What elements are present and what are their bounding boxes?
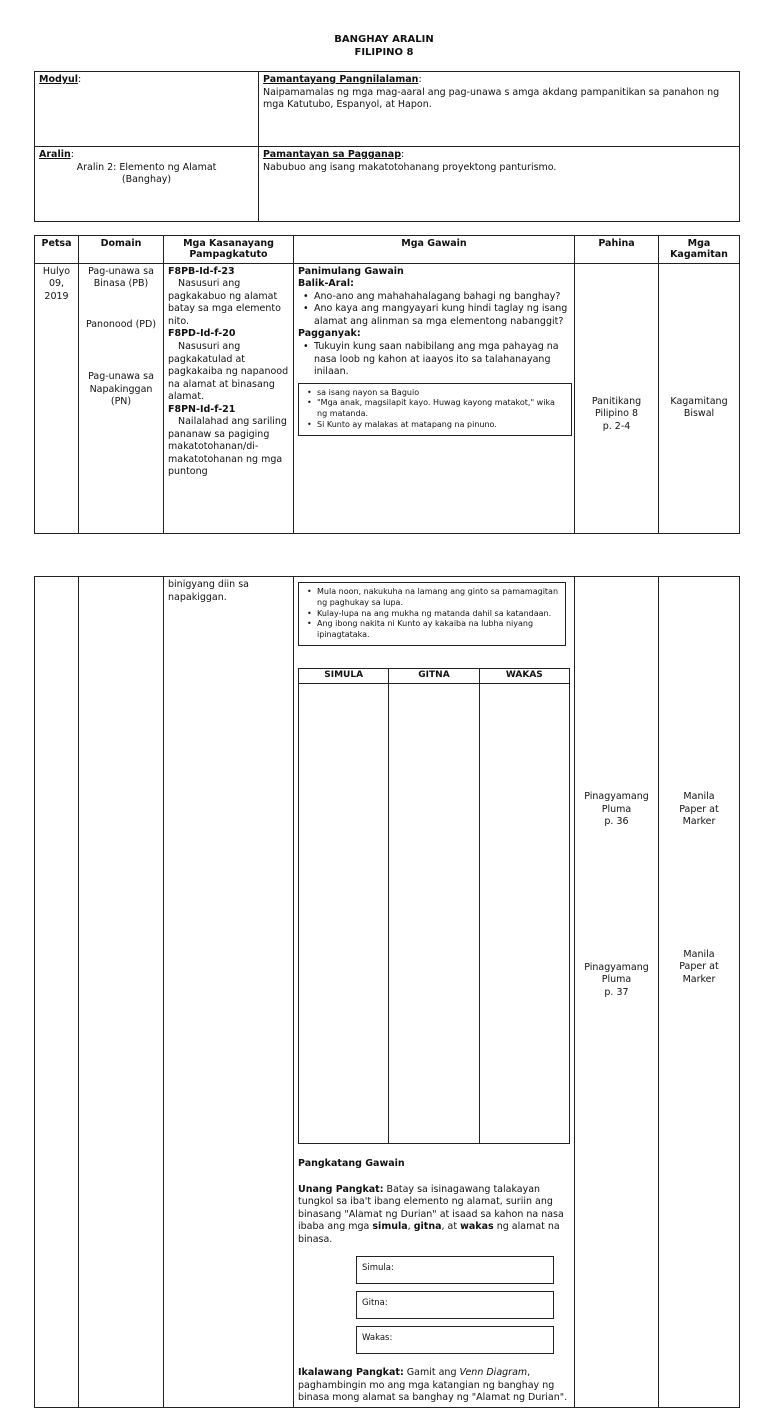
modyul-cell [35, 72, 259, 147]
ikalawang-pangkat-paragraph [298, 1367, 570, 1405]
col-header-kasanayan: Mga Kasanayang Pampagkatuto [164, 236, 294, 264]
kasanayan-cell-continued [164, 577, 294, 1408]
kagamitan-line: Paper at [679, 961, 719, 973]
lesson-row-1 [35, 263, 740, 533]
colon: : [418, 74, 422, 85]
balik-aral-heading: Balik-Aral: [298, 278, 354, 290]
pamantayan-pagganap-cell [259, 147, 740, 222]
ikalawang-pangkat-venn: Venn Diagram [459, 1367, 528, 1379]
fill-box-gitna[interactable] [356, 1291, 554, 1319]
aralin-value-1: Aralin 2: Elemento ng Alamat [76, 161, 217, 173]
pagganyak-heading: Pagganyak: [298, 328, 361, 340]
kagamitan-line: Manila [683, 791, 715, 802]
unang-pangkat-text-1: Batay sa isinagawang talakayan tungkol sa iba't ibang elemento ng alamat, suriin ang binasang "Alamat ng Durian" at isaad sa kahon na nasa ibaba ang mga [298, 1183, 564, 1233]
aralin-cell [35, 147, 259, 222]
modyul-label: Modyul [39, 74, 78, 85]
pahina-line: Pluma [601, 803, 632, 815]
pahina-line: Pluma [601, 974, 632, 986]
kagamitan-line: Manila [683, 948, 715, 960]
gawain-cell-continued [294, 577, 575, 1408]
inner-header-wakas: WAKAS [479, 668, 569, 683]
kagamitan-line: Kagamitang [670, 395, 728, 407]
gawain-cell [294, 263, 575, 533]
inner-cell-simula[interactable] [299, 683, 389, 1143]
comma: , [407, 1221, 411, 1233]
balik-aral-list [298, 291, 570, 329]
domain-pd: Panonood (PD) [85, 318, 157, 330]
col-header-pahina: Pahina [575, 236, 659, 264]
ikalawang-pangkat-label: Ikalawang Pangkat: [298, 1367, 404, 1379]
kagamitan-cell-continued [659, 577, 740, 1408]
pahina-cell-continued [575, 577, 659, 1408]
unang-pangkat-text-2: ng alamat na binasa. [298, 1221, 560, 1245]
list-item: • Ang ibong nakita ni Kunto ay kakaiba na lubha niyang ipinagtataka. [317, 619, 559, 641]
pahina-cell [575, 263, 659, 533]
kasanayan-code-1: F8PB-Id-f-23 [168, 265, 235, 277]
list-item: • Ano kaya ang mangyayari kung hindi taglay ng isang alamat ang alinman sa mga elementong nabanggit? [314, 303, 570, 328]
lesson-table-continued [34, 576, 740, 1408]
list-item: • Kulay-lupa na ang mukha ng matanda dahil sa katandaan. [317, 609, 559, 620]
date-value: Hulyo 09, 2019 [42, 265, 71, 302]
pamantayan-pagganap-label: Pamantayan sa Pagganap [263, 149, 402, 160]
kasanayan-cell [164, 263, 294, 533]
unang-pangkat-label: Unang Pangkat: [298, 1183, 384, 1195]
ikalawang-pangkat-text-1: Gamit ang [406, 1367, 457, 1379]
kagamitan-cell [659, 263, 740, 533]
inner-header-simula: SIMULA [299, 668, 389, 683]
kasanayan-code-3: F8PN-Id-f-21 [168, 403, 236, 415]
inner-cell-gitna[interactable] [389, 683, 479, 1143]
inner-cell-wakas[interactable] [479, 683, 569, 1143]
document-subtitle: FILIPINO 8 [354, 47, 414, 58]
col-header-kagamitan: Mga Kagamitan [659, 236, 740, 264]
pahina-line: p. 37 [604, 986, 629, 998]
kasanayan-continued-text: binigyang diin sa napakiggan. [168, 579, 249, 603]
kagamitan-line: Marker [682, 816, 716, 828]
kagamitan-line: Biswal [683, 408, 715, 420]
col-header-petsa: Petsa [35, 236, 79, 264]
pamantayan-pagganap-text: Nabubuo ang isang makatotohanang proyektong panturismo. [263, 161, 557, 173]
pahina-line: Pilipino 8 [594, 408, 638, 420]
statements-box-1 [298, 383, 572, 436]
domain-cell-empty [79, 577, 164, 1408]
domain-pb: Pag-unawa sa Binasa (PB) [88, 265, 154, 290]
kasanayan-text-2: Nasusuri ang pagkakatulad at pagkakaiba ng napanood na alamat at binasang alamat. [168, 340, 289, 403]
lesson-row-continued [35, 577, 740, 1408]
pahina-line: Pinagyamang [584, 961, 649, 973]
document-title: BANGHAY ARALIN [334, 34, 434, 45]
date-cell-empty [35, 577, 79, 1408]
kasanayan-text-1: Nasusuri ang pagkakabuo ng alamat batay sa mga elemento nito. [168, 278, 281, 327]
lesson-table [34, 235, 740, 534]
aralin-value-2: (Banghay) [121, 174, 172, 186]
fill-box-simula[interactable] [356, 1256, 554, 1284]
kagamitan-line: Marker [682, 973, 716, 985]
pahina-line: p. 2-4 [602, 420, 631, 432]
colon: : [70, 149, 74, 160]
kasanayan-code-2: F8PD-Id-f-20 [168, 328, 236, 340]
info-row-aralin [35, 147, 740, 222]
panimulang-gawain-heading: Panimulang Gawain [298, 265, 404, 277]
col-header-domain: Domain [79, 236, 164, 264]
list-item: • sa isang nayon sa Baguio [317, 388, 565, 399]
list-item: • Tukuyin kung saan nabibilang ang mga pahayag na nasa loob ng kahon at iaayos ito sa talahanayang inilaan. [314, 341, 570, 379]
list-item: • Si Kunto ay malakas at matapang na pinuno. [317, 420, 565, 431]
ikalawang-pangkat-text-2: , paghambingin mo ang mga katangian ng banghay ng binasa mong alamat sa banghay ng "Alamat ng Durian". [298, 1367, 568, 1404]
fill-box-wakas[interactable] [356, 1326, 554, 1354]
kagamitan-line: Paper at [679, 803, 719, 815]
date-cell [35, 263, 79, 533]
kasanayan-text-3: Nailalahad ang sariling pananaw sa pagiging makatotohanan/di-makatotohanan ng mga puntong [168, 416, 287, 478]
simula-gitna-wakas-table [298, 668, 570, 1144]
unang-pangkat-simula: simula [372, 1221, 408, 1233]
statements-box-2 [298, 582, 566, 646]
fill-box-label: Simula: [362, 1263, 394, 1274]
domain-pn: Pag-unawa sa Napakinggan (PN) [88, 371, 154, 408]
pagganyak-list [298, 341, 570, 379]
fill-box-label: Wakas: [362, 1333, 393, 1344]
col-header-gawain: Mga Gawain [294, 236, 575, 264]
aralin-label: Aralin [39, 149, 71, 160]
pangkatang-gawain-heading: Pangkatang Gawain [298, 1157, 405, 1169]
colon: : [401, 149, 405, 160]
list-item: • Mula noon, nakukuha na lamang ang ginto sa pamamagitan ng paghukay sa lupa. [317, 587, 559, 609]
pahina-line: Pinagyamang [584, 791, 649, 802]
inner-header-gitna: GITNA [389, 668, 479, 683]
list-item: • Ano-ano ang mahahahalagang bahagi ng banghay? [314, 291, 570, 304]
info-table [34, 71, 740, 222]
unang-pangkat-gitna: gitna [413, 1221, 442, 1233]
colon: : [78, 74, 82, 85]
pahina-line: p. 36 [604, 816, 629, 828]
unang-pangkat-wakas: wakas [460, 1221, 494, 1233]
pamantayang-pangnilalaman-label: Pamantayang Pangnilalaman [263, 74, 419, 85]
pamantayang-pangnilalaman-cell [259, 72, 740, 147]
info-row-modyul [35, 72, 740, 147]
lesson-table-header-row [35, 236, 740, 264]
unang-pangkat-paragraph [298, 1184, 570, 1247]
pahina-line: Panitikang [591, 395, 642, 407]
pamantayang-pangnilalaman-text: Naipamamalas ng mga mag-aaral ang pag-unawa s amga akdang pampanitikan sa panahon ng mga Katutubo, Espanyol, at Hapon. [263, 86, 720, 111]
domain-cell [79, 263, 164, 533]
list-item: • "Mga anak, magsilapit kayo. Huwag kayong matakot," wika ng matanda. [317, 398, 565, 420]
unang-pangkat-at: , at [441, 1221, 458, 1233]
fill-box-label: Gitna: [362, 1298, 388, 1309]
